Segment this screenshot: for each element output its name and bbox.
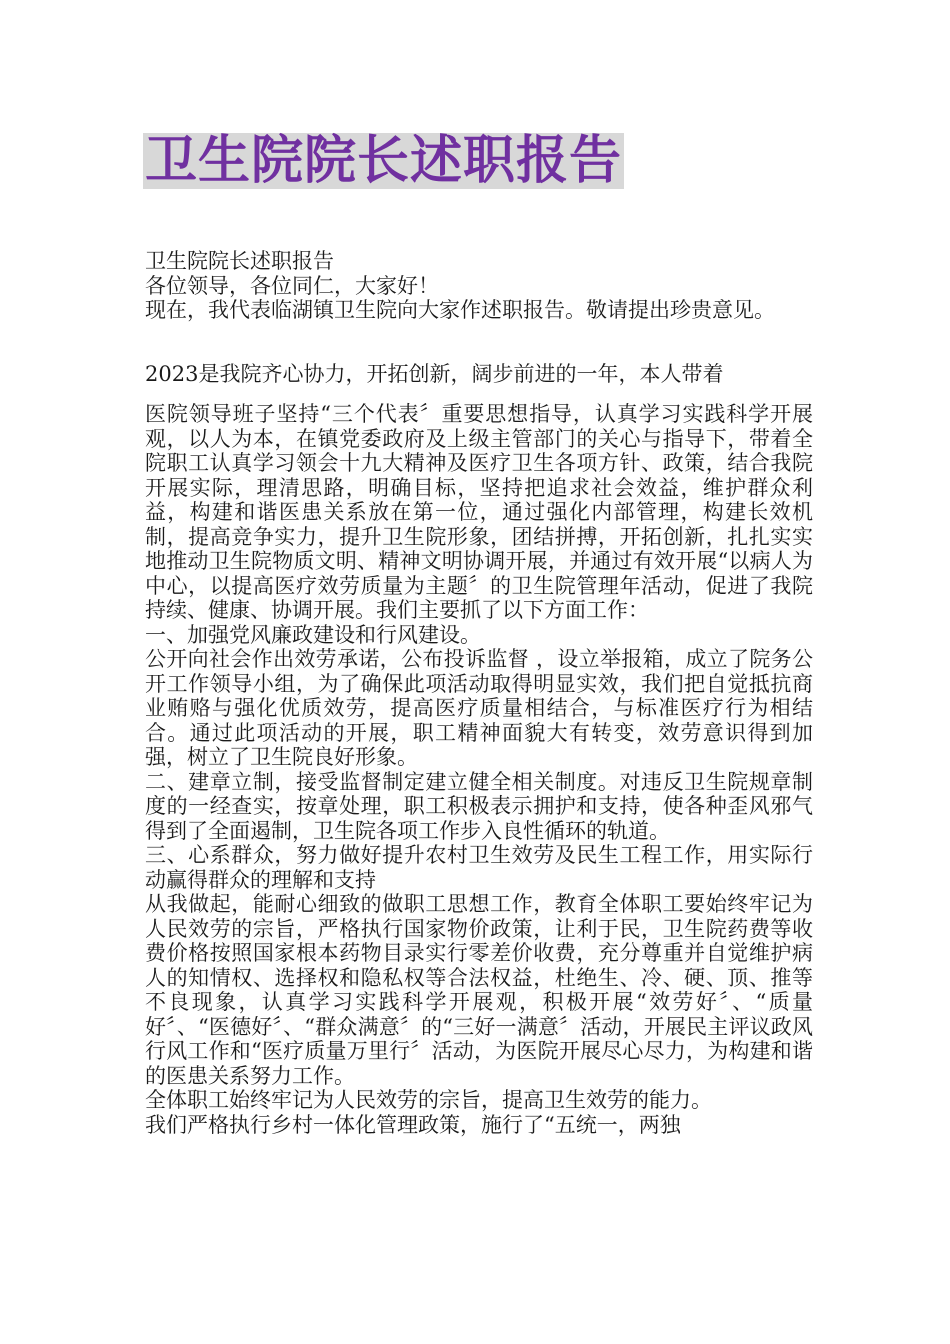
paragraph-policy: 我们严格执行乡村一体化管理政策，施行了“五统一，两独 — [145, 1112, 681, 1137]
intro-block — [145, 249, 813, 323]
paragraph-section-2: 二、建章立制，接受监督制定建立健全相关制度。对违反卫生院规章制度的一经查实，按章处理，职工积极表示拥护和支持，使各种歪风邪气得到了全面遏制，卫生院各项工作步入良性循环的轨道。 — [145, 769, 813, 843]
title-highlight — [143, 133, 624, 189]
document-title: 卫生院院长述职报告 — [145, 131, 623, 191]
paragraph-section-3: 从我做起，能耐心细致的做职工思想工作，教育全体职工要始终牢记为人民效劳的宗旨，严格执行国家物价政策，让利于民，卫生院药费等收费价格按照国家根本药物目录实行零差价收费，充分尊重并自觉维护病人的知情权、选择权和隐私权等合法权益，杜绝生、冷、硬、顶、推等不良现象，认真学习实践科学开展观，积极开展“效劳好〞、“质量好〞、“医德好〞、“群众满意〞的“三好一满意〞活动，开展民主评议政风行风工作和“医疗质量万里行〞活动，为医院开展尽心尽力，为构建和谐的医患关系努力工作。 — [145, 892, 813, 1088]
paragraph-heading: 卫生院院长述职报告 — [145, 249, 334, 273]
main-body-block — [145, 402, 813, 1137]
section-heading-1: 一、加强党风廉政建设和行风建设。 — [145, 622, 481, 647]
paragraph-section-1: 公开向社会作出效劳承诺，公布投诉监督 ，设立举报箱，成立了院务公开工作领导小组，为了确保此项活动取得明显实效，我们把自觉抵抗商业贿赂与强化优质效劳，提高医疗质量相结合，与标准医疗行为相结合。通过此项活动的开展，职工精神面貌大有转变，效劳意识得到加强，树立了卫生院良好形象。 — [145, 647, 813, 769]
paragraph-greeting: 各位领导，各位同仁，大家好！ — [145, 273, 439, 298]
paragraph-mission: 全体职工始终牢记为人民效劳的宗旨，提高卫生效劳的能力。 — [145, 1088, 712, 1112]
paragraph-year-line: 2023是我院齐心协力，开拓创新，阔步前进的一年，本人带着 — [145, 362, 724, 386]
paragraph-opening: 现在，我代表临湖镇卫生院向大家作述职报告。敬请提出珍贵意见。 — [145, 298, 775, 322]
section-heading-3: 三、心系群众，努力做好提升农村卫生效劳及民生工程工作，用实际行动赢得群众的理解和支持 — [145, 843, 813, 892]
year-line-block — [145, 362, 813, 387]
paragraph-summary: 医院领导班子坚持“三个代表〞重要思想指导，认真学习实践科学开展观，以人为本，在镇党委政府及上级主管部门的关心与指导下，带着全院职工认真学习领会十九大精神及医疗卫生各项方针、政策，结合我院开展实际，理清思路，明确目标，坚持把追求社会效益，维护群众利益，构建和谐医患关系放在第一位，通过强化内部管理，构建长效机制，提高竞争实力，提升卫生院形象，团结拼搏，开拓创新，扎扎实实地推动卫生院物质文明、精神文明协调开展，并通过有效开展“以病人为中心，以提高医疗效劳质量为主题〞的卫生院管理年活动，促进了我院持续、健康、协调开展。我们主要抓了以下方面工作： — [145, 402, 813, 622]
